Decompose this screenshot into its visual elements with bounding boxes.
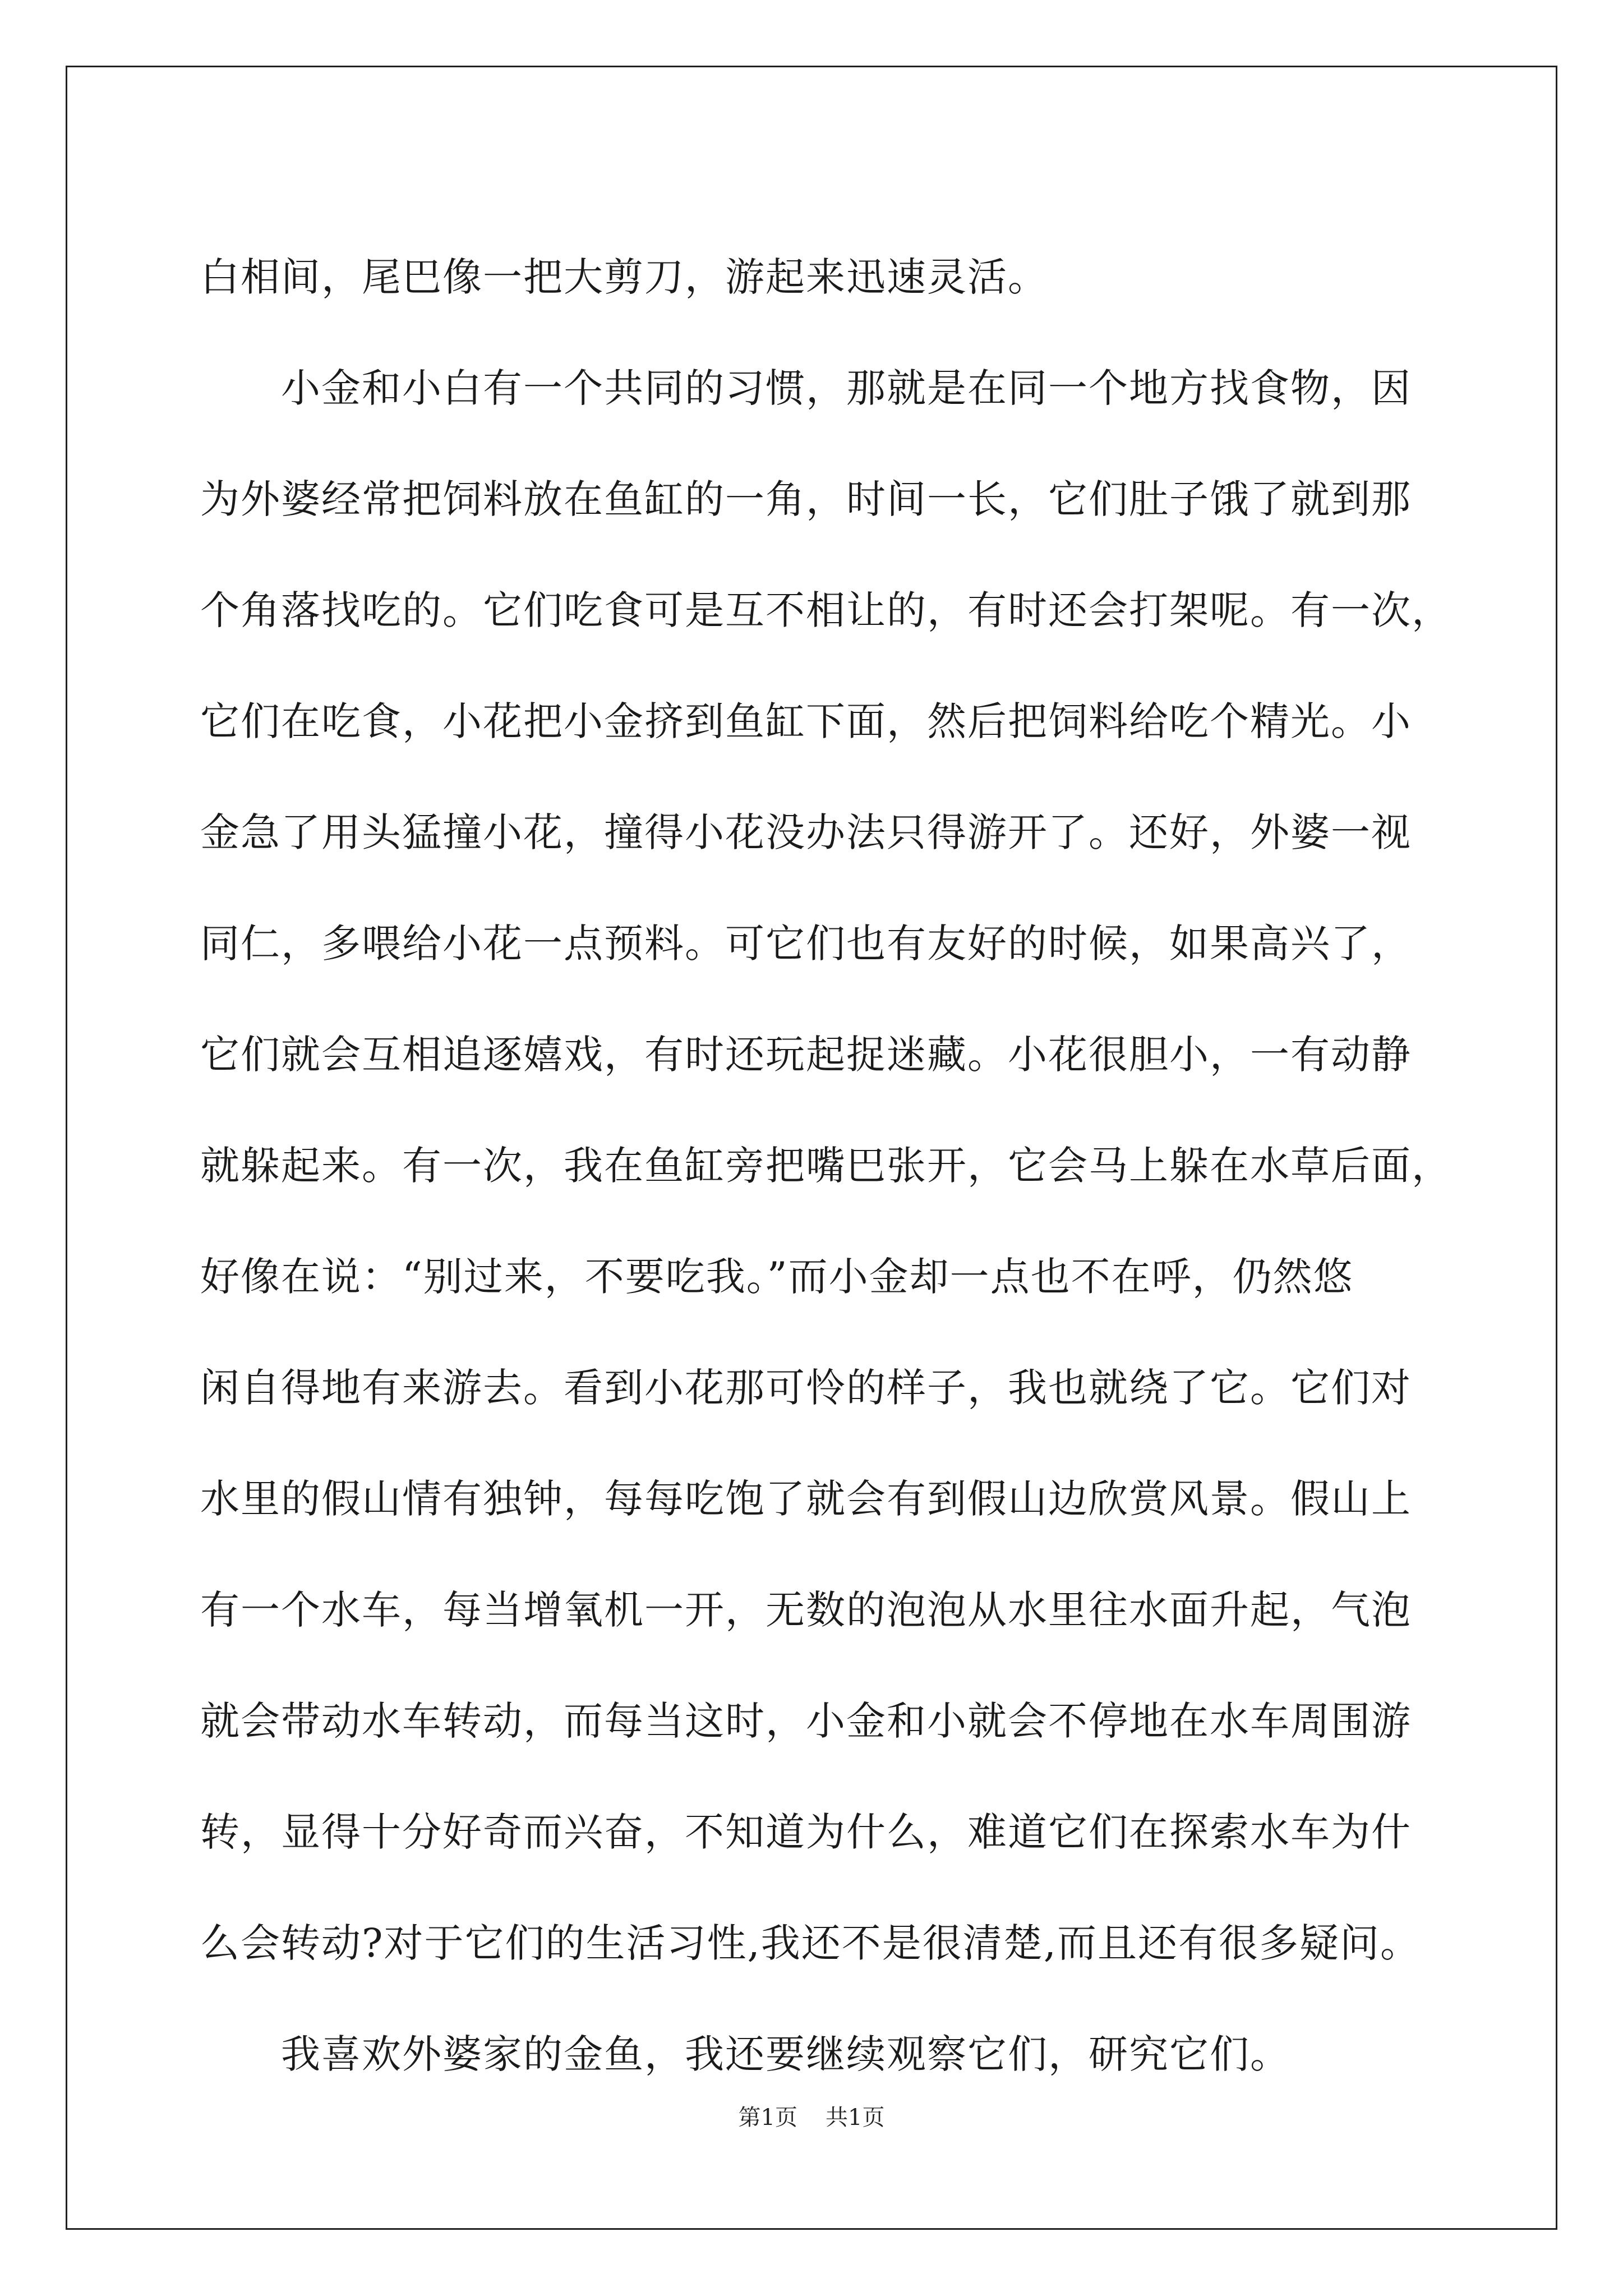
text-line: 个角落找吃的。它们吃食可是互不相让的，有时还会打架呢。有一次， [200,587,1452,633]
text-line: 它们就会互相追逐嬉戏，有时还玩起捉迷藏。小花很胆小，一有动静 [200,1032,1412,1078]
text-line: 就会带动水车转动，而每当这时，小金和小就会不停地在水车周围游 [200,1698,1412,1744]
text-line: 同仁，多喂给小花一点预料。可它们也有友好的时候，如果高兴了， [200,921,1412,967]
text-line: 白相间，尾巴像一把大剪刀，游起来迅速灵活。 [200,254,1048,300]
text-line: 我喜欢外婆家的金鱼，我还要继续观察它们，研究它们。 [200,2031,1290,2077]
text-line: 小金和小白有一个共同的习惯，那就是在同一个地方找食物，因 [200,365,1412,411]
text-line: 水里的假山情有独钟，每每吃饱了就会有到假山边欣赏风景。假山上 [200,1476,1412,1522]
text-line: 转，显得十分好奇而兴奋，不知道为什么，难道它们在探索水车为什 [200,1809,1412,1855]
text-line: 好像在说：“别过来，不要吃我。”而小金却一点也不在呼，仍然悠 [200,1254,1354,1300]
text-line: 为外婆经常把饲料放在鱼缸的一角，时间一长，它们肚子饿了就到那 [200,476,1412,522]
page-number: 第1页 [738,2105,797,2131]
page-total: 共1页 [826,2105,885,2131]
text-line: 就躲起来。有一次，我在鱼缸旁把嘴巴张开，它会马上躲在水草后面， [200,1143,1452,1189]
text-line: 金急了用头猛撞小花，撞得小花没办法只得游开了。还好，外婆一视 [200,809,1412,855]
document-body [200,222,1452,2110]
text-line: 闲自得地有来游去。看到小花那可怜的样子，我也就绕了它。它们对 [200,1365,1412,1411]
text-line: 有一个水车，每当增氧机一开，无数的泡泡从水里往水面升起，气泡 [200,1587,1412,1633]
page-footer [0,2101,1623,2134]
text-line: 它们在吃食，小花把小金挤到鱼缸下面，然后把饲料给吃个精光。小 [200,698,1412,744]
text-line: 么会转动?对于它们的生活习性,我还不是很清楚,而且还有很多疑问。 [200,1920,1421,1966]
